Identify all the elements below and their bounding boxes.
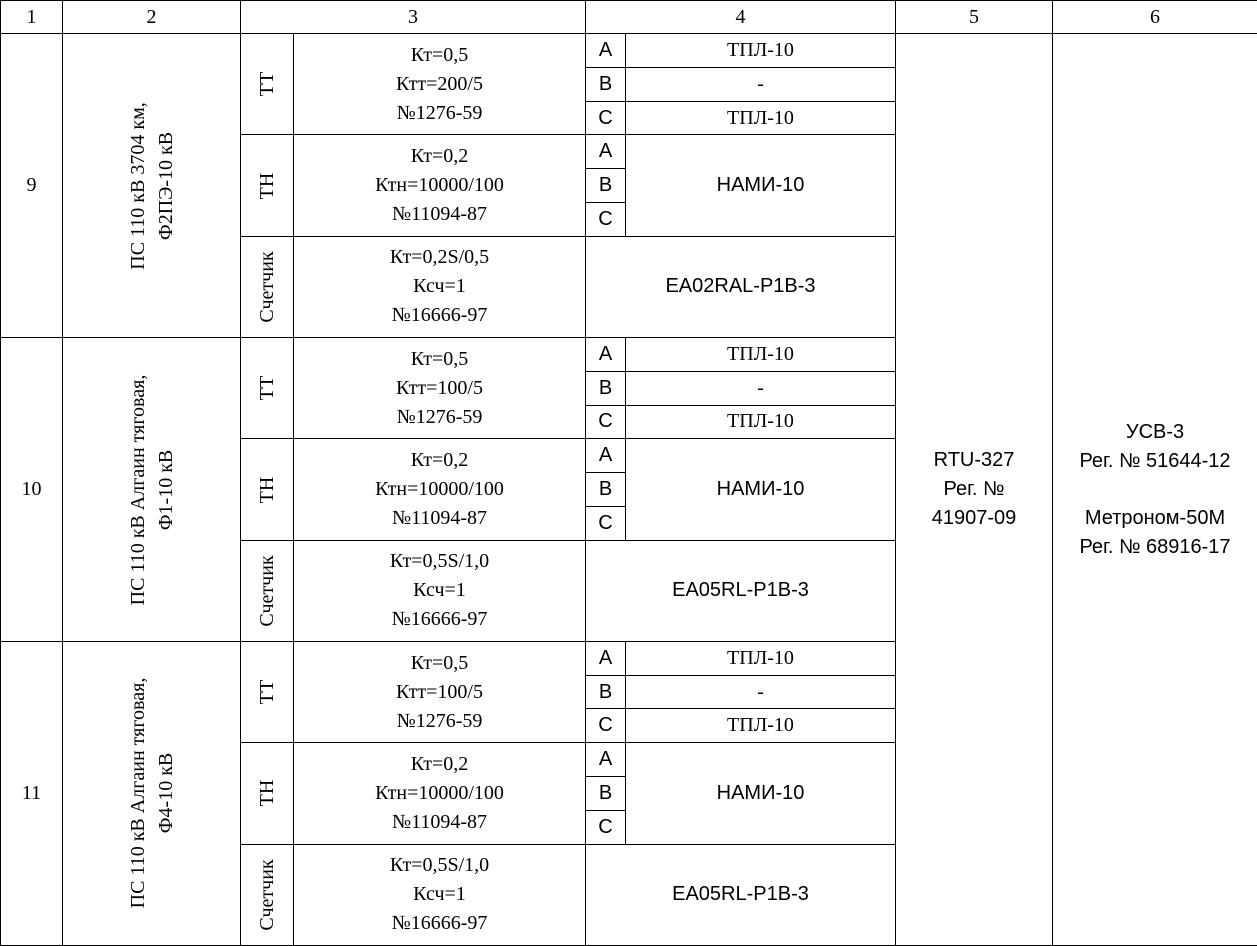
tn-type: ТН <box>241 743 294 844</box>
header-cell: 2 <box>63 1 241 34</box>
tn-params <box>294 743 586 844</box>
phase-label: С <box>586 810 626 844</box>
phase-label: А <box>586 439 626 473</box>
text-line: Ксч=1 <box>413 579 466 602</box>
phase-label: В <box>586 777 626 811</box>
text-line: №11094-87 <box>392 203 487 226</box>
meter-model: ЕА05RL-P1B-3 <box>586 540 896 641</box>
tt-params <box>294 338 586 439</box>
phase-label: В <box>586 169 626 203</box>
phase-label: А <box>586 135 626 169</box>
object-name <box>63 641 241 945</box>
object-name <box>63 34 241 338</box>
tt-phase-value: ТПЛ-10 <box>626 405 896 439</box>
tt-phase-value: ТПЛ-10 <box>626 34 896 68</box>
meter-params <box>294 236 586 337</box>
phase-label: С <box>586 709 626 743</box>
tt-params <box>294 641 586 742</box>
rtu-cell <box>896 34 1053 946</box>
text-line: Кт=0,5 <box>410 347 469 370</box>
text-line: ПС 110 кВ Алгаин тяговая, <box>126 374 149 605</box>
phase-label: В <box>586 675 626 709</box>
text-line: ПС 110 кВ 3704 км, <box>126 101 149 270</box>
meter-model: ЕА02RAL-P1B-3 <box>586 236 896 337</box>
text-line: RTU-327 <box>933 449 1015 472</box>
text-line: Ктт=100/5 <box>396 680 483 703</box>
phase-label: А <box>586 338 626 372</box>
text-line: Ктн=10000/100 <box>375 478 504 500</box>
text-line: №1276-59 <box>396 709 483 732</box>
tn-model: НАМИ-10 <box>626 743 896 844</box>
text-line: Ктт=100/5 <box>396 376 483 399</box>
tt-phase-value: - <box>626 675 896 709</box>
text-line: Кт=0,5 <box>410 43 469 66</box>
text-line: №11094-87 <box>392 507 487 529</box>
tn-model: НАМИ-10 <box>626 135 896 236</box>
phase-label: В <box>586 67 626 101</box>
meter-type: Счетчик <box>241 540 294 641</box>
phase-label: С <box>586 203 626 237</box>
text-line: Ксч=1 <box>413 883 466 906</box>
header-cell: 5 <box>896 1 1053 34</box>
tn-params <box>294 439 586 540</box>
phase-label: С <box>586 506 626 540</box>
meter-type: Счетчик <box>241 844 294 945</box>
text-line: Кт=0,2S/0,5 <box>389 246 490 269</box>
tt-phase-value: ТПЛ-10 <box>626 709 896 743</box>
meter-params <box>294 844 586 945</box>
text-line: Ксч=1 <box>413 275 466 298</box>
phase-label: А <box>586 743 626 777</box>
text-line: Кт=0,5 <box>410 651 469 674</box>
tn-params <box>294 135 586 236</box>
header-cell: 3 <box>241 1 586 34</box>
tt-type: ТТ <box>241 641 294 742</box>
text-line: №1276-59 <box>396 405 483 428</box>
phase-label: А <box>586 34 626 68</box>
text-line: №11094-87 <box>392 810 487 833</box>
phase-label: А <box>586 641 626 675</box>
tn-type: ТН <box>241 135 294 236</box>
tt-phase-value: ТПЛ-10 <box>626 338 896 372</box>
meter-type: Счетчик <box>241 236 294 337</box>
tn-type: ТН <box>241 439 294 540</box>
sync-cell <box>1053 34 1257 946</box>
phase-label: С <box>586 101 626 135</box>
text-line: УСВ-3 <box>1125 420 1185 443</box>
text-line: Кт=0,2 <box>410 145 469 168</box>
header-cell: 1 <box>1 1 63 34</box>
tn-model: НАМИ-10 <box>626 439 896 540</box>
tt-phase-value: - <box>626 371 896 405</box>
tt-type: ТТ <box>241 338 294 439</box>
row-number: 11 <box>1 641 63 945</box>
text-line: №1276-59 <box>396 101 483 124</box>
tt-params <box>294 34 586 135</box>
meter-model: ЕА05RL-P1B-3 <box>586 844 896 945</box>
row-number: 10 <box>1 338 63 642</box>
header-cell: 4 <box>586 1 896 34</box>
phase-label: В <box>586 473 626 507</box>
text-line: Ф1-10 кВ <box>154 449 177 530</box>
tt-type: ТТ <box>241 34 294 135</box>
text-line: Кт=0,2 <box>410 752 469 775</box>
text-line: Кт=0,2 <box>410 449 469 471</box>
text-line: №16666-97 <box>391 304 488 327</box>
text-line: Ктн=10000/100 <box>375 781 504 804</box>
object-name <box>63 338 241 642</box>
text-line: ПС 110 кВ Алгаин тяговая, <box>126 678 149 909</box>
tt-phase-value: ТПЛ-10 <box>626 641 896 675</box>
text-line: №16666-97 <box>391 608 488 631</box>
text-line: Ктт=200/5 <box>396 72 483 95</box>
text-line: Рег. № 51644-12 <box>1079 449 1231 472</box>
tt-phase-value: ТПЛ-10 <box>626 101 896 135</box>
phase-label: С <box>586 405 626 439</box>
meter-params <box>294 540 586 641</box>
text-line: Ф4-10 кВ <box>154 753 177 834</box>
text-line: Рег. № <box>943 478 1005 501</box>
header-row <box>1 1 1257 34</box>
text-line: Ктн=10000/100 <box>375 174 504 197</box>
phase-label: В <box>586 371 626 405</box>
text-line: Кт=0,5S/1,0 <box>389 854 490 877</box>
table-row <box>1 34 1257 68</box>
row-number: 9 <box>1 34 63 338</box>
text-line: 41907-09 <box>931 507 1017 530</box>
text-line: Рег. № 68916-17 <box>1079 535 1231 558</box>
text-line: Кт=0,5S/1,0 <box>389 550 490 573</box>
text-line: Метроном-50М <box>1084 506 1226 529</box>
header-cell: 6 <box>1053 1 1257 34</box>
text-line: №16666-97 <box>391 912 488 935</box>
text-line: Ф2ПЭ-10 кВ <box>154 131 177 240</box>
tt-phase-value: - <box>626 67 896 101</box>
